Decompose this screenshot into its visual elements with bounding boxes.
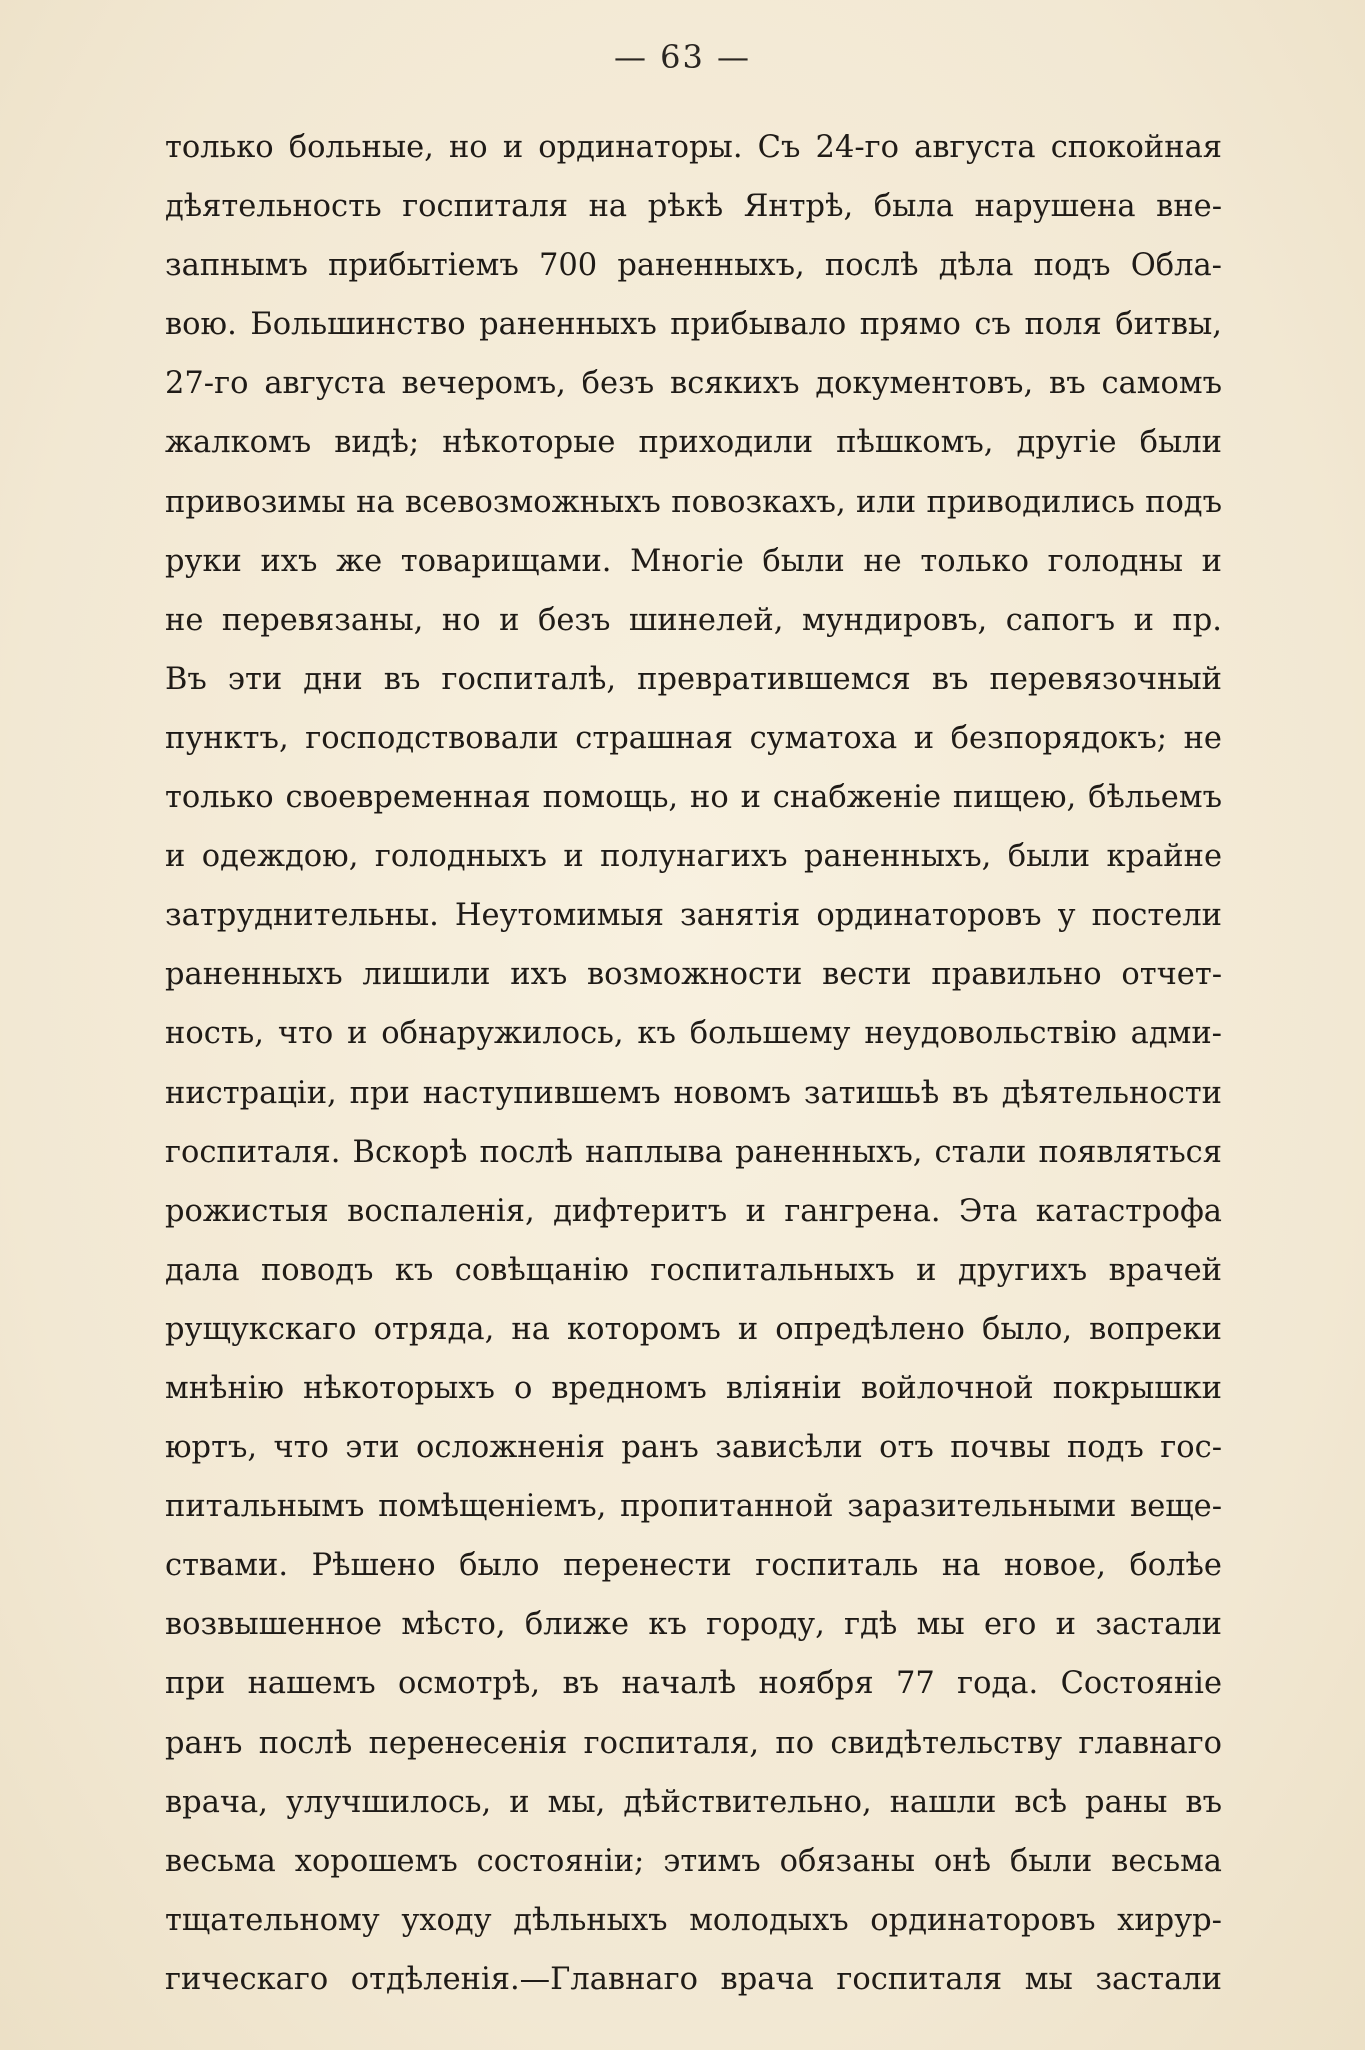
text-line: раненныхъ лишили ихъ возможности вести правильно отчет-: [165, 957, 1222, 993]
text-line: ствами. Рѣшено было перенести госпиталь на новое, болѣе: [165, 1548, 1222, 1584]
text-line: гическаго отдѣленія.—Главнаго врача госпиталя мы застали: [165, 1961, 1222, 1997]
text-line: госпиталя. Вскорѣ послѣ наплыва раненныхъ, стали появляться: [165, 1134, 1222, 1170]
text-line: нистраціи, при наступившемъ новомъ затишьѣ въ дѣятельности: [165, 1075, 1222, 1111]
text-line: рущукскаго отряда, на которомъ и опредѣлено было, вопреки: [165, 1311, 1222, 1347]
text-line: питальнымъ помѣщеніемъ, пропитанной заразительными веще-: [165, 1489, 1222, 1525]
text-line: привозимы на всевозможныхъ повозкахъ, или приводились подъ: [165, 484, 1222, 520]
text-line: и одеждою, голодныхъ и полунагихъ раненныхъ, были крайне: [165, 839, 1222, 875]
text-line: при нашемъ осмотрѣ, въ началѣ ноября 77 года. Состояніе: [165, 1666, 1222, 1702]
text-line: только больные, но и ординаторы. Съ 24-го августа спокойная: [165, 130, 1222, 165]
text-line: не перевязаны, но и безъ шинелей, мундировъ, сапогъ и пр.: [165, 602, 1222, 638]
page-body-text: [165, 118, 1222, 2009]
text-line: юртъ, что эти осложненія ранъ зависѣли отъ почвы подъ гос-: [165, 1430, 1222, 1466]
text-line: только своевременная помощь, но и снабженіе пищею, бѣльемъ: [165, 780, 1222, 816]
text-line: ранъ послѣ перенесенія госпиталя, по свидѣтельству главнаго: [165, 1725, 1222, 1761]
text-line: мнѣнію нѣкоторыхъ о вредномъ вліяніи войлочной покрышки: [165, 1370, 1222, 1406]
text-line: пунктъ, господствовали страшная суматоха и безпорядокъ; не: [165, 720, 1222, 756]
text-line: рожистыя воспаленія, дифтеритъ и гангрена. Эта катастрофа: [165, 1193, 1222, 1229]
text-line: 27-го августа вечеромъ, безъ всякихъ документовъ, въ самомъ: [165, 366, 1222, 402]
text-line: дала поводъ къ совѣщанію госпитальныхъ и другихъ врачей: [165, 1252, 1222, 1288]
text-line: дѣятельность госпиталя на рѣкѣ Янтрѣ, была нарушена вне-: [165, 189, 1222, 225]
page-number: — 63 —: [613, 38, 752, 76]
text-line: жалкомъ видѣ; нѣкоторые приходили пѣшкомъ, другіе были: [165, 425, 1222, 461]
text-line: врача, улучшилось, и мы, дѣйствительно, нашли всѣ раны въ: [165, 1784, 1222, 1820]
text-line: руки ихъ же товарищами. Многіе были не только голодны и: [165, 543, 1222, 579]
text-line: затруднительны. Неутомимыя занятія ординаторовъ у постели: [165, 898, 1222, 934]
text-line: вою. Большинство раненныхъ прибывало прямо съ поля битвы,: [165, 307, 1222, 343]
text-line: ность, что и обнаружилось, къ большему неудовольствію адми-: [165, 1016, 1222, 1052]
text-line: тщательному уходу дѣльныхъ молодыхъ ординаторовъ хирур-: [165, 1902, 1222, 1938]
text-line: возвышенное мѣсто, ближе къ городу, гдѣ мы его и застали: [165, 1607, 1222, 1643]
text-line: запнымъ прибытіемъ 700 раненныхъ, послѣ дѣла подъ Обла-: [165, 248, 1222, 284]
text-line: Въ эти дни въ госпиталѣ, превратившемся въ перевязочный: [165, 661, 1222, 697]
text-line: весьма хорошемъ состояніи; этимъ обязаны онѣ были весьма: [165, 1843, 1222, 1879]
